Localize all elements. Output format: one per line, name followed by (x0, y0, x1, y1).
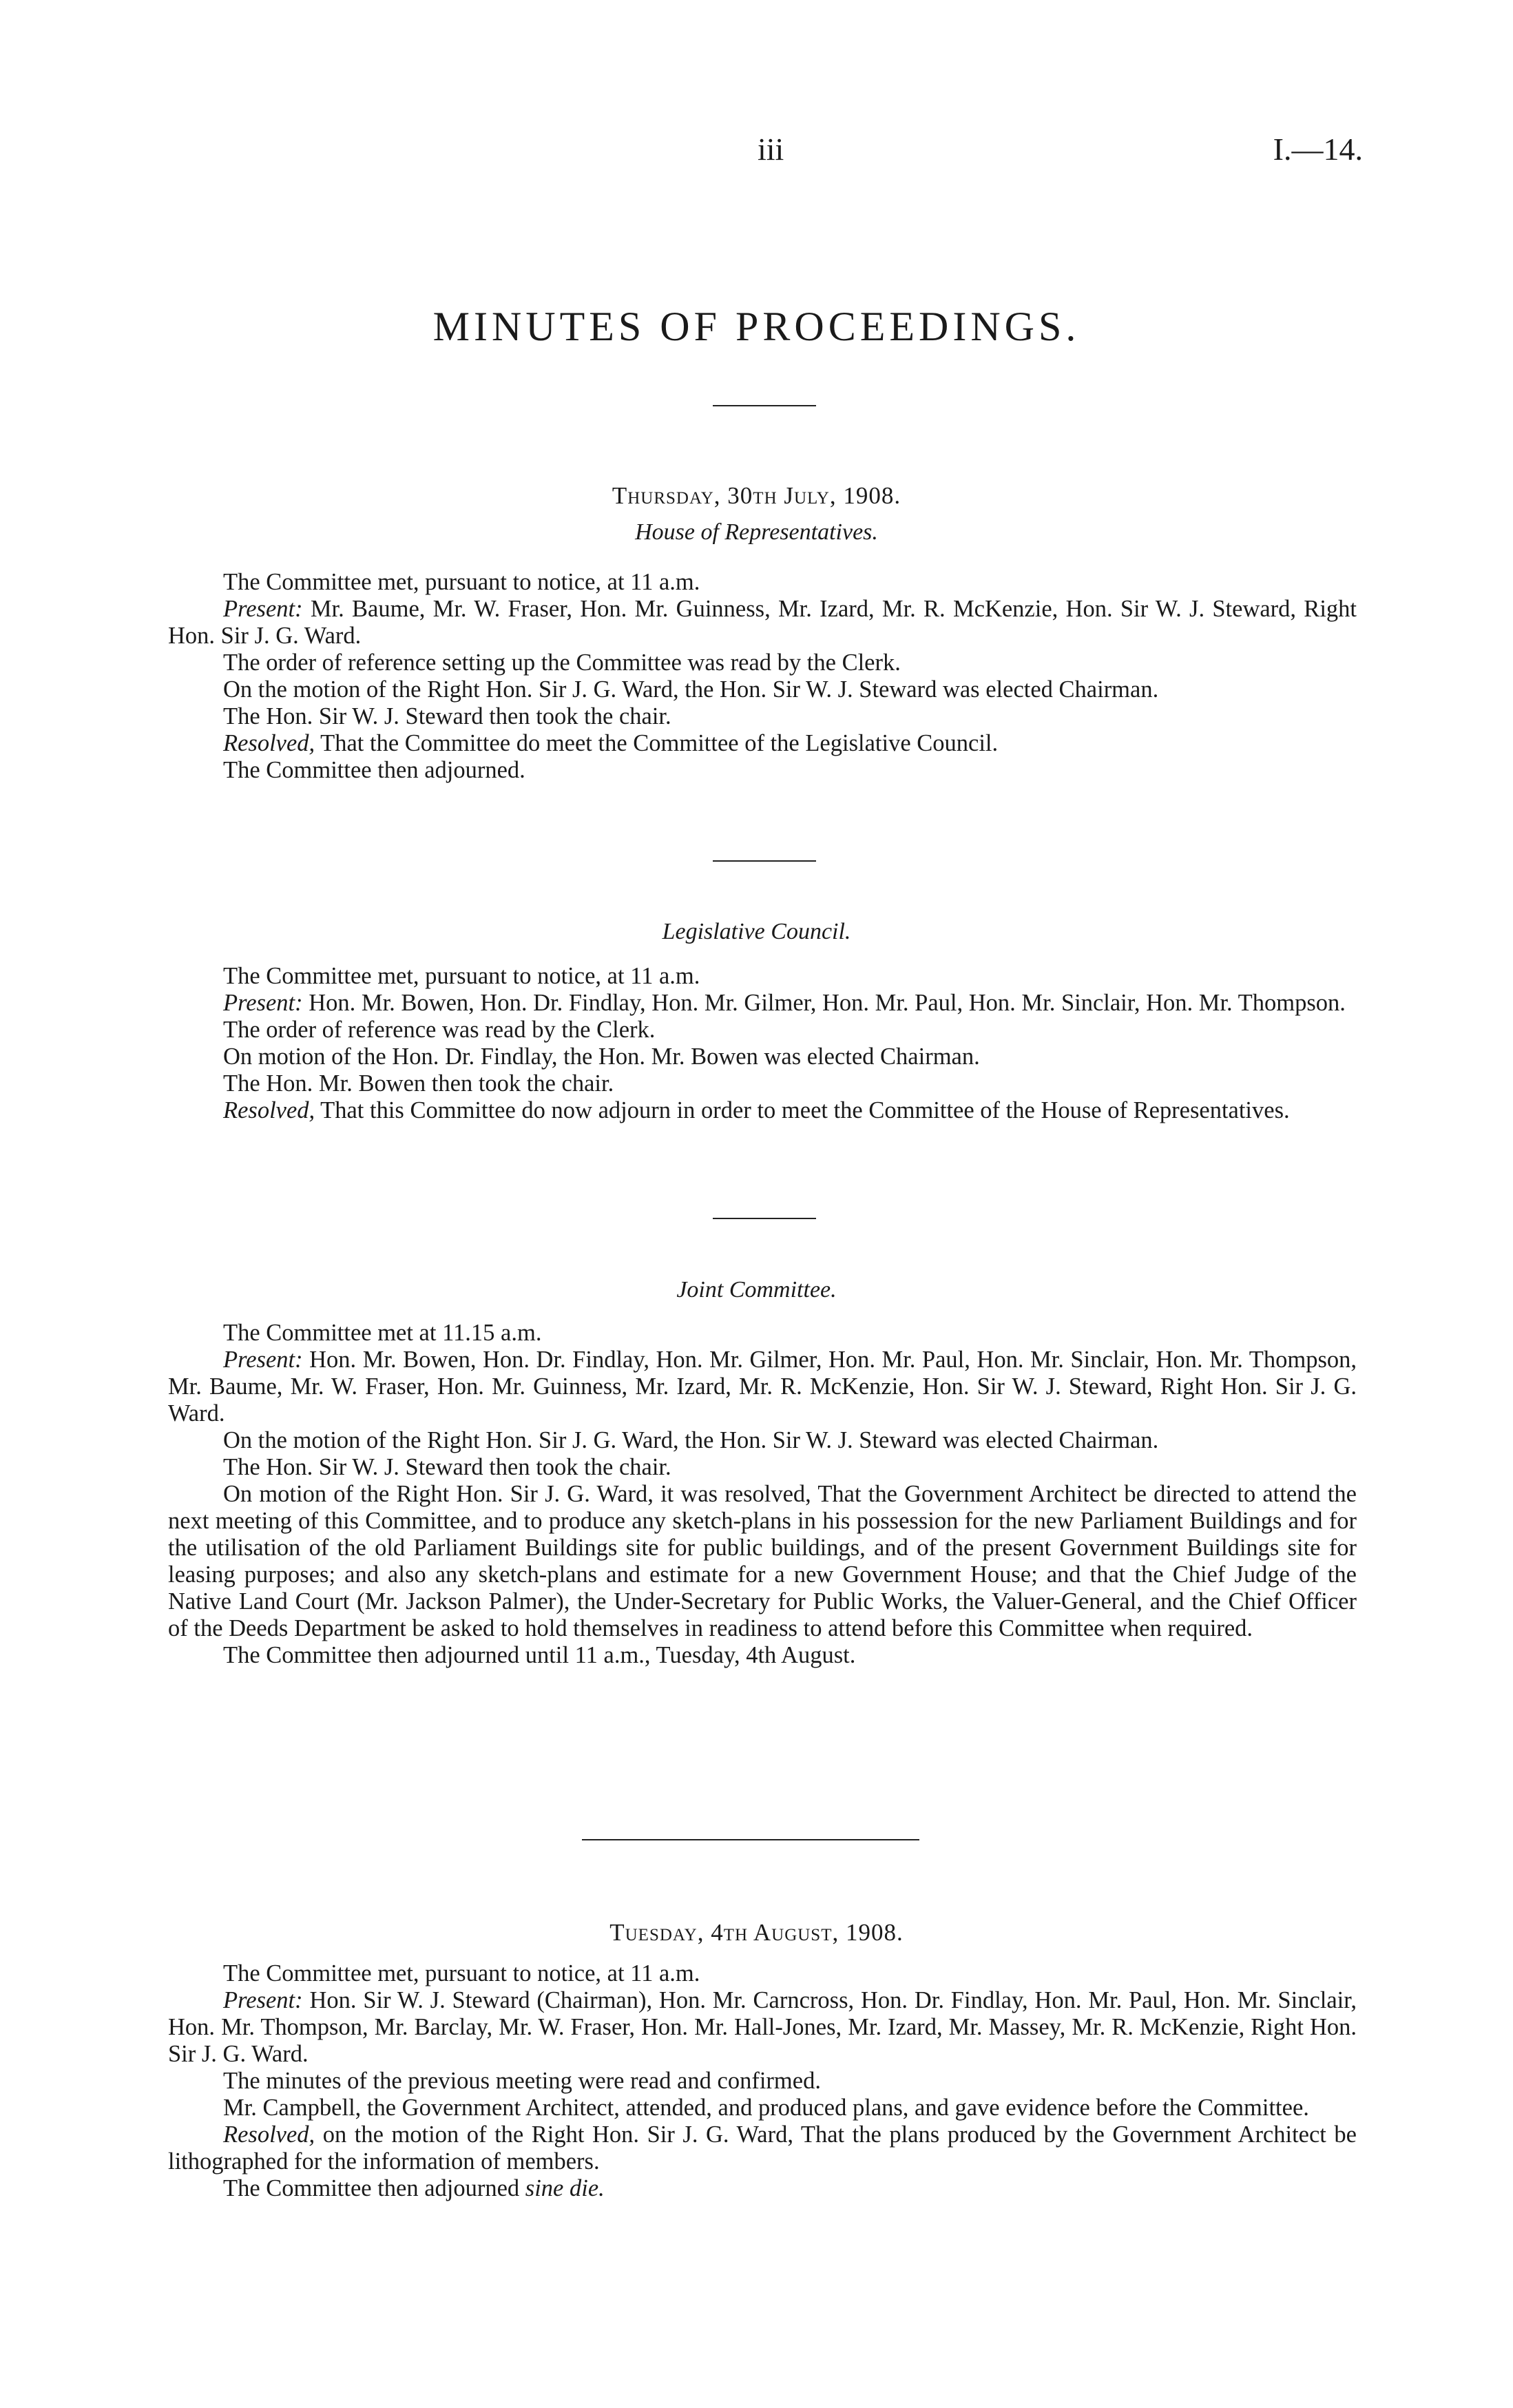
joint-present-list: Hon. Mr. Bowen, Hon. Dr. Findlay, Hon. Mr. Gilmer, Hon. Mr. Paul, Hon. Mr. Sinclair, Hon. Mr. Thompson, Mr. Baume, Mr. W. Fraser, Hon. Mr. Guinness, Mr. Izard, Mr. R. McKenzie, Hon. Sir W. J. Steward, Right Hon. Sir J. G. Ward. (168, 1347, 1357, 1426)
meeting2-adjourn-text: The Committee then adjourned (223, 2175, 525, 2201)
council-divider (713, 1218, 816, 1219)
house-p1: The Committee met, pursuant to notice, at 11 a.m. (223, 569, 700, 595)
house-resolved-text: That the Committee do meet the Committee of the Legislative Council. (315, 730, 999, 756)
meeting2-p6 (168, 2175, 1357, 2202)
meeting1-date: Thursday, 30th July, 1908. (612, 482, 901, 509)
meeting2-present-label: Present: (223, 1987, 303, 2013)
meeting2-p2 (168, 1987, 1357, 2068)
council-p3: The order of reference was read by the Clerk. (223, 1017, 656, 1043)
council-p6 (168, 1097, 1357, 1124)
meeting2-p4: Mr. Campbell, the Government Architect, attended, and produced plans, and gave evidence before the Committee. (223, 2095, 1309, 2121)
house-heading: House of Representatives. (635, 519, 878, 545)
house-p4: On the motion of the Right Hon. Sir J. G. Ward, the Hon. Sir W. J. Steward was elected Chairman. (223, 676, 1159, 703)
joint-p1: The Committee met at 11.15 a.m. (223, 1320, 542, 1346)
house-resolved-label: Resolved, (223, 730, 315, 756)
house-p3: The order of reference setting up the Committee was read by the Clerk. (223, 650, 901, 676)
council-resolved-label: Resolved, (223, 1097, 315, 1123)
meeting2-resolved-label: Resolved, (223, 2121, 315, 2148)
meeting2-minutes (168, 1960, 1357, 2202)
council-minutes (168, 963, 1357, 1124)
house-minutes (168, 569, 1357, 784)
joint-p4: The Hon. Sir W. J. Steward then took the chair. (223, 1454, 671, 1480)
council-present-label: Present: (223, 990, 303, 1016)
council-heading: Legislative Council. (662, 919, 851, 944)
house-present-list: Mr. Baume, Mr. W. Fraser, Hon. Mr. Guinness, Mr. Izard, Mr. R. McKenzie, Hon. Sir W. J. Steward, Right Hon. Sir J. G. Ward. (168, 596, 1357, 649)
meeting-divider (582, 1839, 919, 1840)
meeting2-sine-die: sine die. (525, 2175, 605, 2201)
council-p2 (168, 990, 1357, 1017)
joint-heading: Joint Committee. (676, 1277, 837, 1302)
joint-p5: On motion of the Right Hon. Sir J. G. Ward, it was resolved, That the Government Architect be directed to attend the next meeting of this Committee, and to produce any sketch-plans in his possession for the new Parliament Buildings and for the utilisation of the old Parliament Buildings site for public buildings, and of the present Government Buildings site for leasing purposes; and also any sketch-plans and estimate for a new Government House; and that the Chief Judge of the Native Land Court (Mr. Jackson Palmer), the Under-Secretary for Public Works, the Valuer-General, and the Chief Officer of the Deeds Department be asked to hold themselves in readiness to attend before this Committee when required. (168, 1481, 1357, 1641)
house-p7: The Committee then adjourned. (223, 757, 525, 783)
title-divider (713, 405, 816, 406)
joint-present-label: Present: (223, 1347, 303, 1373)
joint-minutes (168, 1320, 1357, 1669)
page-header (0, 131, 1513, 172)
house-p5: The Hon. Sir W. J. Steward then took the chair. (223, 703, 671, 729)
council-present-list: Hon. Mr. Bowen, Hon. Dr. Findlay, Hon. Mr. Gilmer, Hon. Mr. Paul, Hon. Mr. Sinclair, Hon. Mr. Thompson. (302, 990, 1346, 1016)
council-p5: The Hon. Mr. Bowen then took the chair. (223, 1070, 614, 1097)
joint-p3: On the motion of the Right Hon. Sir J. G. Ward, the Hon. Sir W. J. Steward was elected Chairman. (223, 1427, 1159, 1453)
meeting2-p5 (168, 2121, 1357, 2175)
council-resolved-text: That this Committee do now adjourn in order to meet the Committee of the House of Representatives. (315, 1097, 1290, 1123)
meeting2-resolved-text: on the motion of the Right Hon. Sir J. G. Ward, That the plans produced by the Government Architect be lithographed for the information of members. (168, 2121, 1357, 2175)
meeting2-p1: The Committee met, pursuant to notice, at 11 a.m. (223, 1960, 700, 1986)
house-p2 (168, 596, 1357, 650)
document-title: MINUTES OF PROCEEDINGS. (432, 304, 1081, 349)
council-p1: The Committee met, pursuant to notice, at 11 a.m. (223, 963, 700, 989)
council-p4: On motion of the Hon. Dr. Findlay, the Hon. Mr. Bowen was elected Chairman. (223, 1044, 980, 1070)
meeting2-present-list: Hon. Sir W. J. Steward (Chairman), Hon. Mr. Carncross, Hon. Dr. Findlay, Hon. Mr. Paul, Hon. Mr. Sinclair, Hon. Mr. Thompson, Mr. Barclay, Mr. W. Fraser, Hon. Mr. Hall-Jones, Mr. Izard, Mr. Massey, Mr. R. McKenzie, Right Hon. Sir J. G. Ward. (168, 1987, 1357, 2067)
meeting2-date: Tuesday, 4th August, 1908. (609, 1919, 904, 1946)
house-p6 (168, 730, 1357, 757)
house-divider (713, 860, 816, 862)
page-number: iii (758, 132, 784, 167)
paper-reference: I.—14. (1273, 132, 1363, 167)
joint-p6: The Committee then adjourned until 11 a.m., Tuesday, 4th August. (223, 1642, 856, 1668)
joint-p2 (168, 1347, 1357, 1427)
house-present-label: Present: (223, 596, 303, 622)
meeting2-p3: The minutes of the previous meeting were read and confirmed. (223, 2068, 821, 2094)
